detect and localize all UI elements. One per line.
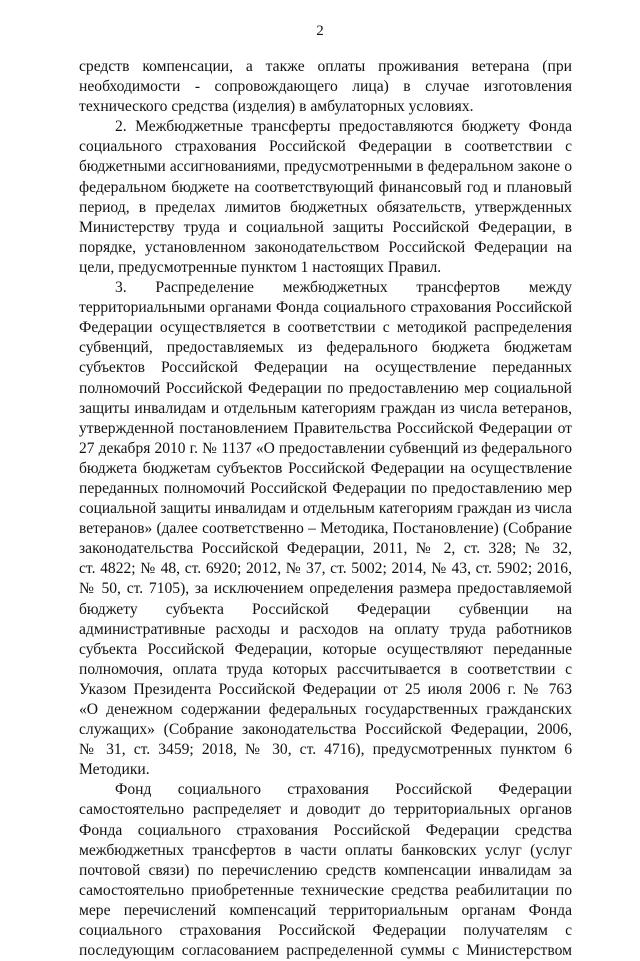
text-line: «О денежном содержании федеральных государственных гражданских bbox=[79, 701, 572, 718]
text-line: бюджетными ассигнованиями, предусмотренными в федеральном законе о bbox=[79, 158, 572, 176]
text-line: территориальными органами Фонда социального страхования Российской bbox=[79, 299, 572, 317]
text-line: мере перечислений компенсаций территориальным органам Фонда bbox=[79, 901, 572, 919]
text-line: субвенций, предоставляемых из федерального бюджета бюджетам bbox=[79, 339, 572, 357]
text-line: период, в пределах лимитов бюджетных обязательств, утвержденных bbox=[79, 198, 572, 216]
text-line: межбюджетных трансфертов в части оплаты банковских услуг (услуг bbox=[79, 841, 572, 859]
text-line: полномочия, оплата труда которых рассчитывается в соответствии с bbox=[79, 660, 572, 678]
text-line: утвержденной постановлением Правительства Российской Федерации от bbox=[79, 419, 572, 437]
text-line: цели, предусмотренные пунктом 1 настоящих Правил. bbox=[79, 258, 442, 276]
text-line: Указом Президента Российской Федерации от 25 июля 2006 г. № 763 bbox=[79, 680, 572, 698]
text-line: самостоятельно приобретенные технические средства реабилитации по bbox=[79, 881, 572, 899]
text-line: № 50, ст. 7105), за исключением определения размера предоставляемой bbox=[79, 580, 572, 598]
text-line: 2. Межбюджетные трансферты предоставляются бюджету Фонда bbox=[115, 118, 572, 136]
text-line: федеральном бюджете на соответствующий финансовый год и плановый bbox=[79, 178, 572, 196]
text-line: бюджета бюджетам субъектов Российской Федерации на осуществление bbox=[79, 459, 572, 477]
text-line: субъекта Российской Федерации, которые осуществляют переданные bbox=[79, 640, 572, 658]
page-number: 2 bbox=[316, 23, 324, 39]
text-line: социального страхования Российской Федерации в соответствии с bbox=[79, 138, 572, 156]
text-line: бюджету субъекта Российской Федерации субвенции на bbox=[79, 600, 572, 618]
text-line: полномочий Российской Федерации по предоставлению мер социальной bbox=[79, 379, 572, 397]
text-line: административные расходы и расходов на оплату труда работников bbox=[79, 620, 572, 638]
text-line: Фонд социального страхования Российской Федерации bbox=[115, 781, 572, 799]
text-line: средств компенсации, а также оплаты проживания ветерана (при bbox=[79, 58, 572, 75]
text-line: защиты инвалидам и отдельным категориям граждан из числа ветеранов, bbox=[79, 399, 572, 417]
text-line: технического средства (изделия) в амбулаторных условиях. bbox=[79, 98, 474, 116]
text-line: законодательства Российской Федерации, 2011, № 2, ст. 328; № 32, bbox=[79, 540, 572, 558]
text-line: субъектов Российской Федерации на осуществление переданных bbox=[79, 359, 572, 377]
text-line: самостоятельно распределяет и доводит до территориальных органов bbox=[79, 801, 572, 819]
text-line: Министерству труда и социальной защиты Российской Федерации, в bbox=[79, 218, 572, 236]
text-line: Фонда социального страхования Российской Федерации средства bbox=[79, 821, 572, 839]
text-line: ст. 4822; № 48, ст. 6920; 2012, № 37, ст. 5002; 2014, № 43, ст. 5902; 2016, bbox=[79, 560, 572, 578]
text-line: почтовой связи) по перечислению средств компенсации инвалидам за bbox=[79, 861, 572, 879]
document-body bbox=[79, 57, 572, 961]
text-line: 27 декабря 2010 г. № 1137 «О предоставлении субвенций из федерального bbox=[79, 439, 572, 457]
text-line: переданных полномочий Российской Федерации по предоставлению мер bbox=[79, 479, 572, 497]
text-line: ветеранов» (далее соответственно – Методика, Постановление) (Собрание bbox=[79, 520, 572, 538]
text-line: 3. Распределение межбюджетных трансфертов между bbox=[115, 279, 572, 297]
text-line: необходимости - сопровождающего лица) в случае изготовления bbox=[79, 78, 572, 96]
text-line: служащих» (Собрание законодательства Российской Федерации, 2006, bbox=[79, 721, 572, 739]
text-line: социального страхования Российской Федерации получателям с bbox=[79, 922, 572, 940]
text-line: Федерации осуществляется в соответствии с методикой распределения bbox=[79, 319, 572, 337]
text-line: № 31, ст. 3459; 2018, № 30, ст. 4716), предусмотренных пунктом 6 bbox=[79, 741, 572, 759]
text-line: социальной защиты инвалидам и отдельным категориям граждан из числа bbox=[79, 500, 572, 518]
text-line: последующим согласованием распределенной суммы с Министерством bbox=[79, 942, 572, 960]
text-line: Методики. bbox=[79, 761, 150, 779]
text-line: порядке, установленном законодательством Российской Федерации на bbox=[79, 238, 572, 256]
